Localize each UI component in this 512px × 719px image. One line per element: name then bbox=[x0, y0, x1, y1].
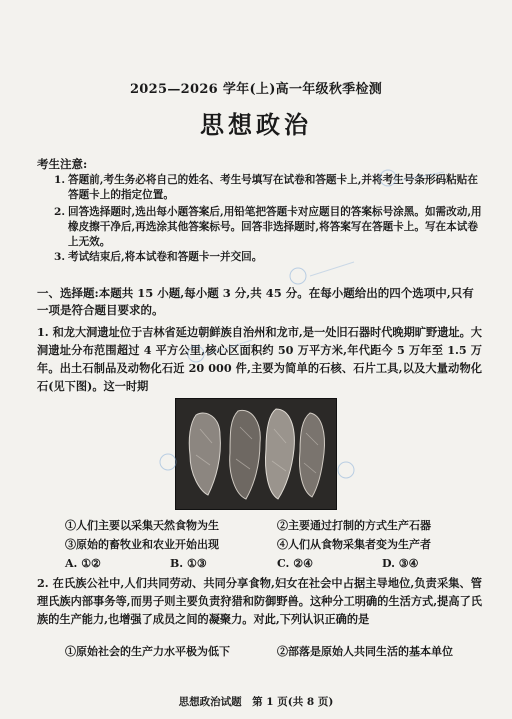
watermark-stamp-icon bbox=[186, 334, 256, 364]
exam-header: 2025—2026 学年(上)高一年级秋季检测 bbox=[129, 82, 383, 97]
q2-option: ②部落是原始人共同生活的基本单位 bbox=[277, 645, 453, 658]
q1-choice: C. ②④ bbox=[277, 557, 313, 570]
page-footer: 思想政治试题 第 1 页(共 8 页) bbox=[178, 696, 334, 708]
stone-tools-figure bbox=[175, 398, 337, 510]
q1-option: ①人们主要以采集天然食物为生 bbox=[65, 519, 219, 532]
q2-option: ①原始社会的生产力水平极为低下 bbox=[65, 645, 230, 658]
section-heading: 一、选择题:本题共 15 小题,每小题 3 分,共 45 分。在每小题给出的四个选项中,只有一项是符合题目要求的。 bbox=[37, 286, 474, 317]
notice-text: 答题前,考生务必将自己的姓名、考生号填写在试卷和答题卡上,并将考生号条形码粘贴在答题卡上的指定位置。 bbox=[68, 174, 478, 201]
watermark-stamp-icon bbox=[288, 256, 358, 286]
q1-option: ④人们从食物采集者变为生产者 bbox=[277, 538, 431, 551]
notice-number: 1. bbox=[54, 174, 66, 186]
q1-option: ③原始的畜牧业和农业开始出现 bbox=[65, 538, 219, 551]
notice-text: 考试结束后,将本试卷和答题卡一并交回。 bbox=[68, 251, 263, 263]
q1-choice: D. ③④ bbox=[382, 557, 419, 570]
notice-item bbox=[54, 250, 483, 265]
notice-title: 考生注意: bbox=[37, 157, 88, 171]
question-1-stem: 1. 和龙大洞遗址位于吉林省延边朝鲜族自治州和龙市,是一处旧石器时代晚期旷野遗址。大洞遗址分布范围超过 4 平方公里,核心区面积约 50 万平方米,年代距今 5 万年至 1.5 万年。出土石制品及动物化石近 20 000 件,主要为简单的石核、石片工具,以及大量动物化石(见下图)。这一时期 bbox=[37, 325, 482, 393]
watermark-stamp-icon bbox=[378, 166, 448, 190]
notice-item bbox=[54, 205, 483, 250]
subject-title: 思想政治 bbox=[200, 110, 312, 139]
q1-choice: B. ①③ bbox=[170, 557, 207, 570]
notice-number: 2. bbox=[54, 206, 66, 218]
q1-choice: A. ①② bbox=[65, 557, 101, 570]
q1-option: ②主要通过打制的方式生产石器 bbox=[277, 519, 431, 532]
watermark-stamp-icon bbox=[158, 450, 198, 474]
watermark-stamp-icon bbox=[336, 458, 376, 482]
notice-number: 3. bbox=[54, 251, 66, 263]
notice-text: 回答选择题时,选出每小题答案后,用铅笔把答题卡对应题目的答案标号涂黑。如需改动,用橡皮擦干净后,再选涂其他答案标号。回答非选择题时,将答案写在答题卡上。写在本试卷上无效。 bbox=[68, 206, 482, 248]
question-2-stem: 2. 在氏族公社中,人们共同劳动、共同分享食物,妇女在社会中占据主导地位,负责采集、管理氏族内部事务等,而男子则主要负责狩猎和防御野兽。这种分工明确的生活方式,提高了氏族的生产能力,也增强了成员之间的凝聚力。对此,下列认识正确的是 bbox=[37, 576, 482, 626]
stone-tools-image bbox=[176, 399, 336, 509]
